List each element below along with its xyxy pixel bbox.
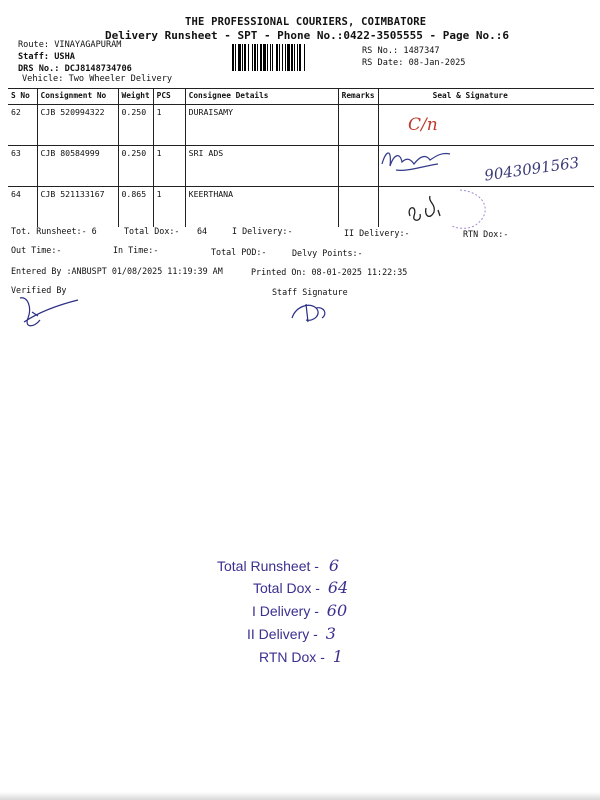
runsheet-table xyxy=(8,88,594,227)
handwritten-phone: 9043091563 xyxy=(483,153,581,185)
cell-consignment: CJB 80584999 xyxy=(37,146,118,187)
col-sno: S No xyxy=(8,89,37,105)
page-edge xyxy=(0,792,600,800)
cell-weight: 0.865 xyxy=(118,187,153,228)
summary-i-delivery-label: I Delivery - xyxy=(252,603,319,619)
table-row xyxy=(8,105,594,146)
col-consignee: Consignee Details xyxy=(185,89,338,105)
summary-i-delivery-value: 60 xyxy=(326,601,348,620)
verified-signature xyxy=(14,292,84,332)
delvy-points: Delvy Points:- xyxy=(292,248,363,258)
summary-i-delivery xyxy=(252,601,347,620)
rs-number: RS No.: 1487347 xyxy=(362,46,440,56)
table-row xyxy=(8,187,594,228)
summary-total-runsheet xyxy=(217,556,339,575)
col-remarks: Remarks xyxy=(338,89,378,105)
i-delivery-label: I Delivery:- xyxy=(232,226,293,236)
cell-pcs: 1 xyxy=(153,105,185,146)
route-label: Route: VINAYAGAPURAM xyxy=(18,40,122,50)
cell-consignment: CJB 521133167 xyxy=(37,187,118,228)
cell-pcs: 1 xyxy=(153,146,185,187)
verified-by: Verified By xyxy=(11,285,67,295)
summary-rtn-dox xyxy=(259,647,343,666)
summary-total-runsheet-label: Total Runsheet - xyxy=(217,558,319,574)
entered-by: Entered By :ANBUSPT 01/08/2025 11:19:39 AM xyxy=(11,266,223,276)
cell-consignment: CJB 520994322 xyxy=(37,105,118,146)
summary-total-dox-value: 64 xyxy=(327,578,349,597)
cell-sno: 62 xyxy=(8,105,37,146)
col-seal: Seal & Signature xyxy=(378,89,594,105)
vehicle-label: Vehicle: Two Wheeler Delivery xyxy=(22,74,173,84)
ii-delivery-label: II Delivery:- xyxy=(344,228,410,238)
total-dox-value: 64 xyxy=(197,226,208,236)
summary-ii-delivery-value: 3 xyxy=(325,624,336,643)
cell-remarks xyxy=(338,105,378,146)
signature-row-63 xyxy=(376,142,460,178)
rtn-dox-label: RTN Dox:- xyxy=(463,229,509,239)
handwritten-note: C/n xyxy=(408,115,438,135)
drs-number: DRS No.: DCJ8148734706 xyxy=(18,64,132,74)
in-time: In Time:- xyxy=(113,245,159,255)
summary-ii-delivery-label: II Delivery - xyxy=(247,626,318,642)
summary-total-runsheet-value: 6 xyxy=(328,556,340,575)
tot-runsheet: Tot. Runsheet:- 6 xyxy=(11,226,97,236)
summary-ii-delivery xyxy=(247,624,336,643)
summary-total-dox-label: Total Dox - xyxy=(253,580,320,596)
staff-signature xyxy=(286,296,334,326)
cell-weight: 0.250 xyxy=(118,105,153,146)
total-pod: Total POD:- xyxy=(211,247,267,257)
out-time: Out Time:- xyxy=(11,245,62,255)
col-weight: Weight xyxy=(118,89,153,105)
staff-label: Staff: USHA xyxy=(18,52,75,62)
runsheet-title: Delivery Runsheet - SPT - Phone No.:0422-3505555 - Page No.:6 xyxy=(105,29,509,42)
staff-signature-label: Staff Signature xyxy=(272,287,348,297)
col-pcs: PCS xyxy=(153,89,185,105)
cell-consignee: DURAISAMY xyxy=(185,105,338,146)
cell-pcs: 1 xyxy=(153,187,185,228)
cell-sno: 64 xyxy=(11,189,21,199)
signature-row-64 xyxy=(400,186,496,232)
barcode-image xyxy=(231,44,356,71)
summary-rtn-dox-label: RTN Dox - xyxy=(259,649,325,665)
rs-date: RS Date: 08-Jan-2025 xyxy=(362,58,466,68)
cell-remarks xyxy=(338,187,378,228)
cell-weight: 0.250 xyxy=(118,146,153,187)
table-header-row xyxy=(8,89,594,105)
summary-total-dox xyxy=(253,578,348,597)
printed-on: Printed On: 08-01-2025 11:22:35 xyxy=(251,267,408,277)
cell-consignee: SRI ADS xyxy=(185,146,338,187)
cell-consignee: KEERTHANA xyxy=(185,187,338,228)
col-consignment: Consignment No xyxy=(37,89,118,105)
summary-rtn-dox-value: 1 xyxy=(332,647,343,666)
cell-sno: 63 xyxy=(8,146,37,187)
company-title: THE PROFESSIONAL COURIERS, COIMBATORE xyxy=(185,16,427,28)
total-dox-label: Total Dox:- xyxy=(124,226,180,236)
cell-remarks xyxy=(338,146,378,187)
